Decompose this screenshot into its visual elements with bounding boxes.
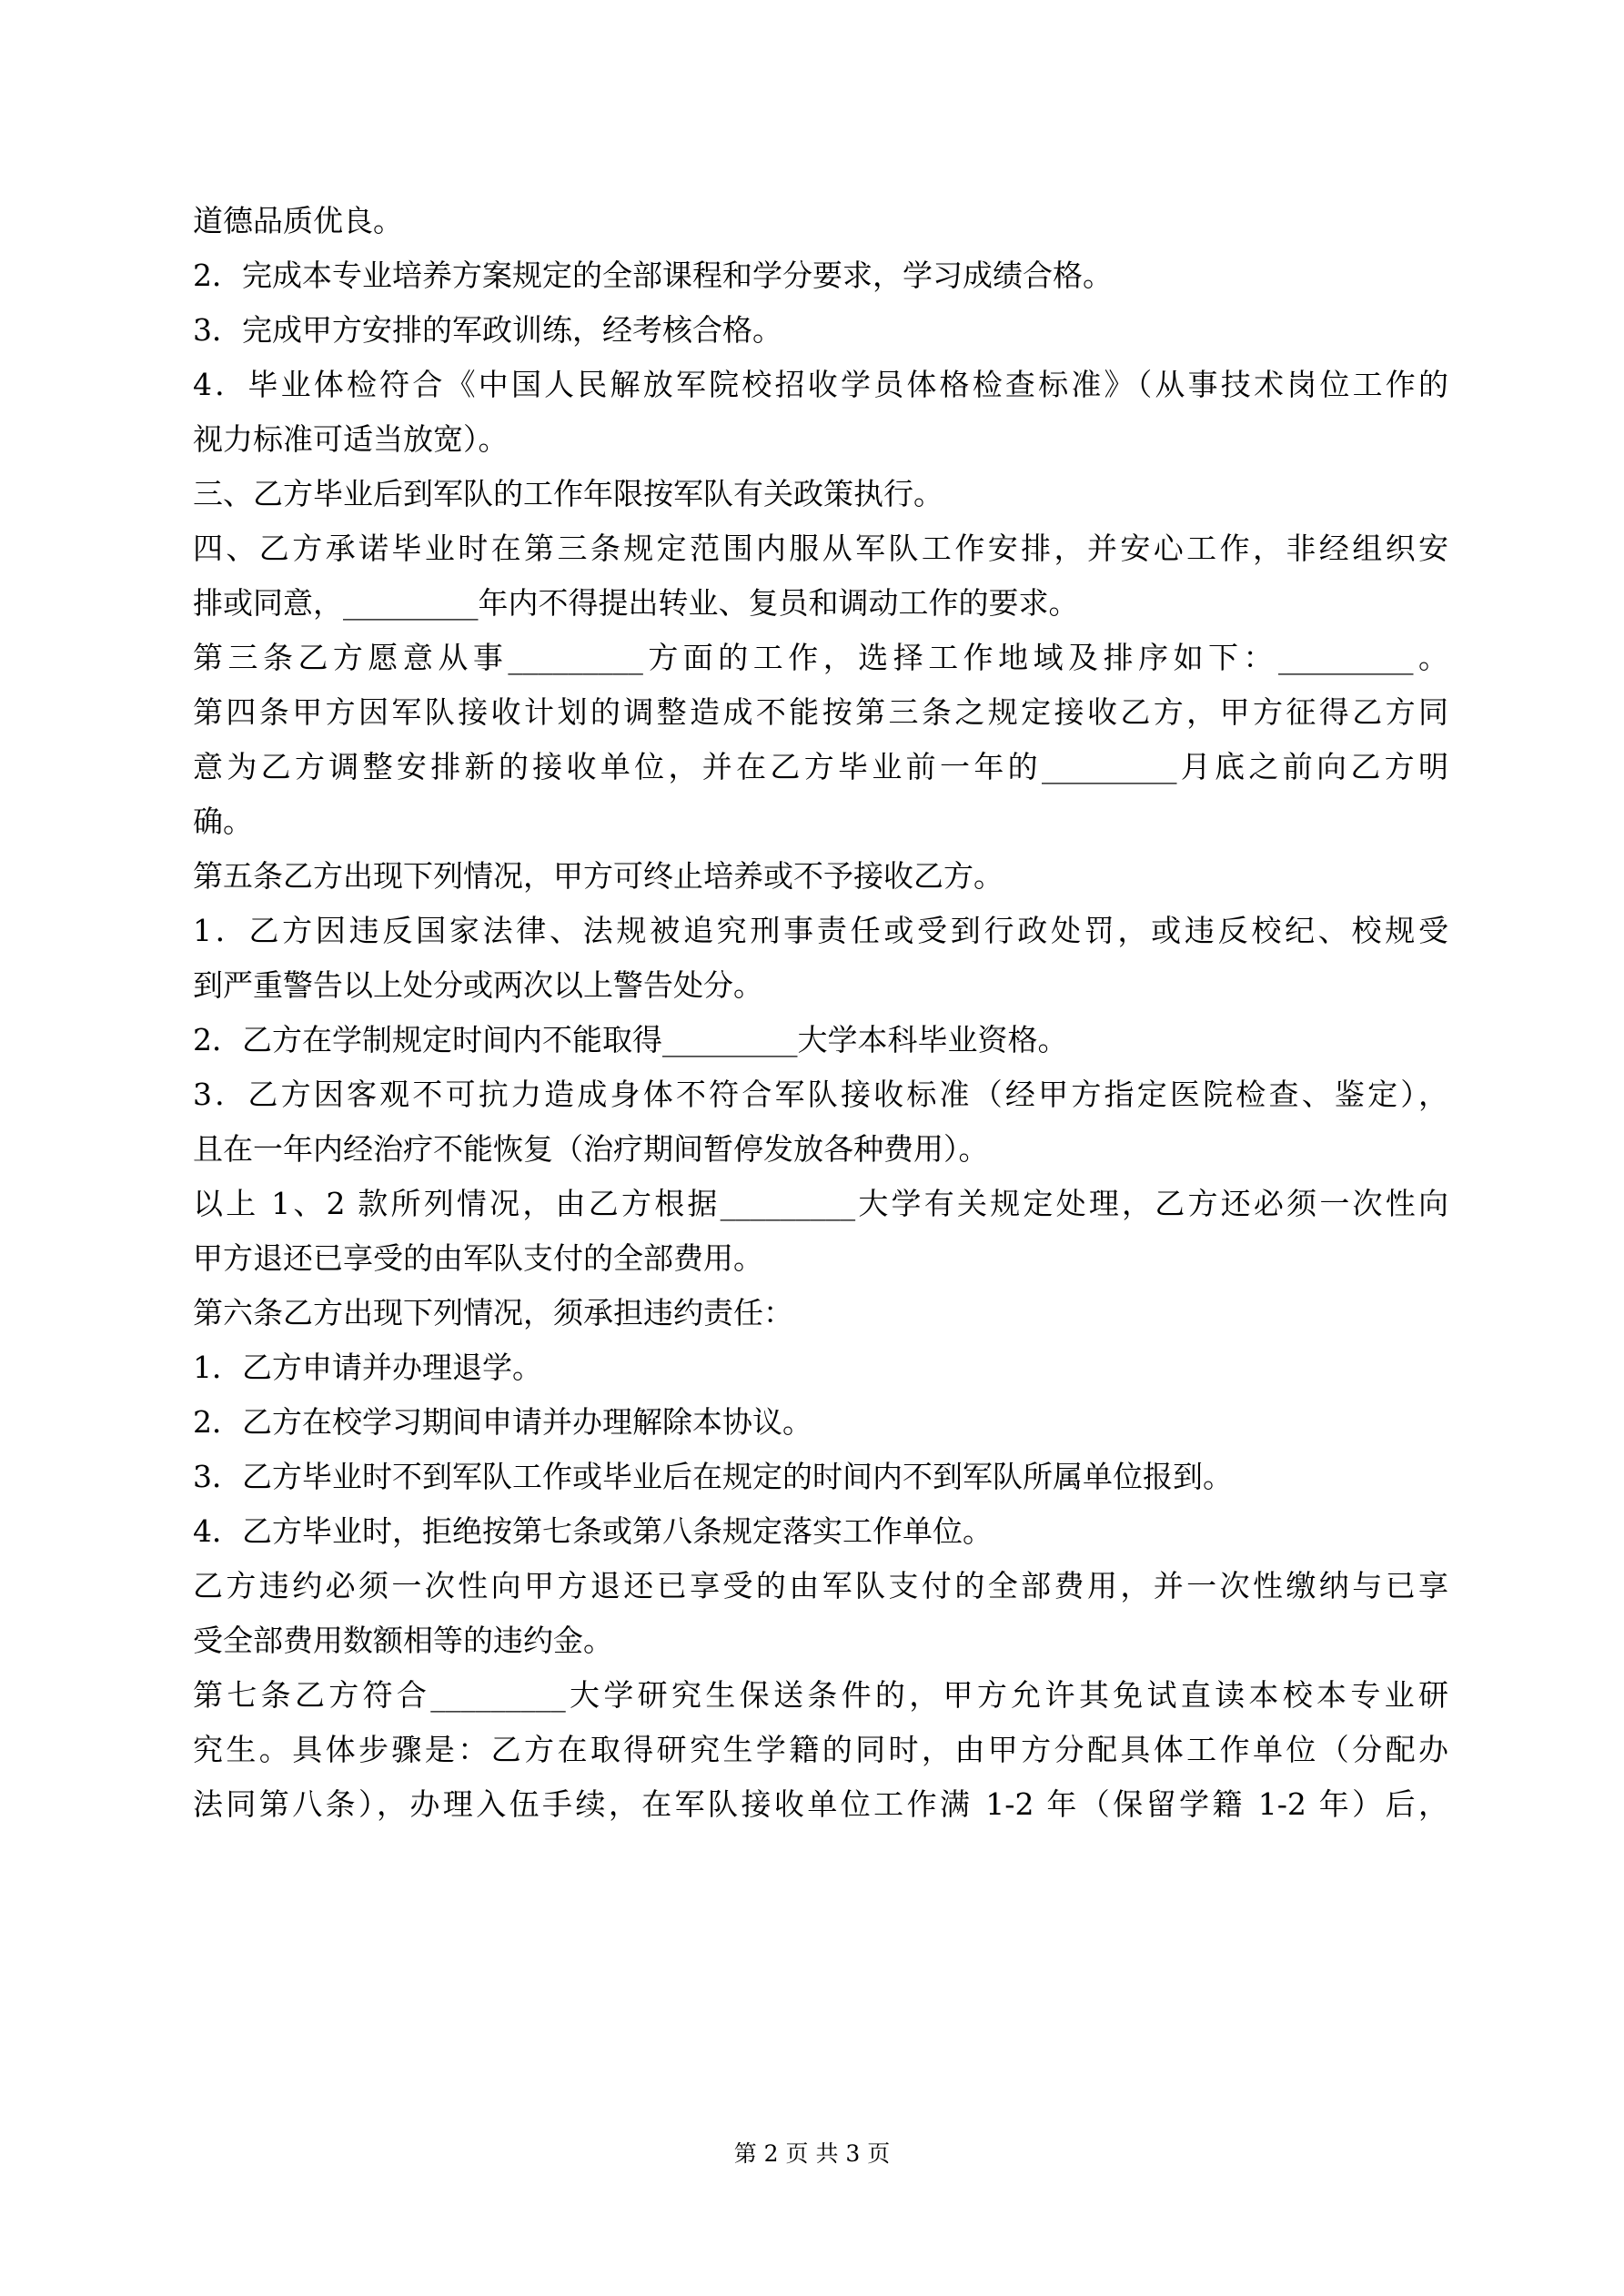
text-line: 以上 1、2 款所列情况，由乙方根据_________大学有关规定处理，乙方还必须一次性向	[193, 1186, 1448, 1221]
text-line: 2．完成本专业培养方案规定的全部课程和学分要求，学习成绩合格。	[193, 258, 1113, 293]
document-body	[193, 200, 1448, 1838]
text-line: 法同第八条），办理入伍手续，在军队接收单位工作满 1-2 年（保留学籍 1-2 年）后，	[193, 1786, 1448, 1822]
text-line: 3．乙方毕业时不到军队工作或毕业后在规定的时间内不到军队所属单位报到。	[193, 1459, 1233, 1494]
text-line: 1．乙方因违反国家法律、法规被追究刑事责任或受到行政处罚，或违反校纪、校规受	[193, 913, 1448, 948]
text-line: 究生。具体步骤是：乙方在取得研究生学籍的同时，由甲方分配具体工作单位（分配办	[193, 1732, 1448, 1767]
text-line: 第五条乙方出现下列情况，甲方可终止培养或不予接收乙方。	[193, 858, 1004, 894]
text-line: 四、乙方承诺毕业时在第三条规定范围内服从军队工作安排，并安心工作，非经组织安	[193, 531, 1448, 566]
text-line: 确。	[193, 804, 253, 839]
text-line: 排或同意，_________年内不得提出转业、复员和调动工作的要求。	[193, 585, 1079, 621]
text-line: 三、乙方毕业后到军队的工作年限按军队有关政策执行。	[193, 476, 943, 511]
text-line: 第七条乙方符合_________大学研究生保送条件的，甲方允许其免试直读本校本专业研	[193, 1677, 1448, 1713]
text-line: 3．完成甲方安排的军政训练，经考核合格。	[193, 312, 782, 348]
text-line: 视力标准可适当放宽）。	[193, 421, 509, 457]
text-line: 意为乙方调整安排新的接收单位，并在乙方毕业前一年的_________月底之前向乙方明	[193, 749, 1448, 784]
text-line: 3．乙方因客观不可抗力造成身体不符合军队接收标准（经甲方指定医院检查、鉴定），	[193, 1077, 1448, 1112]
page-number-footer: 第 2 页 共 3 页	[733, 2140, 891, 2167]
text-line: 4．毕业体检符合《中国人民解放军院校招收学员体格检查标准》（从事技术岗位工作的	[193, 367, 1448, 402]
text-line: 第三条乙方愿意从事_________方面的工作，选择工作地域及排序如下：_________。	[193, 640, 1448, 675]
text-line: 第六条乙方出现下列情况，须承担违约责任：	[193, 1295, 793, 1330]
text-line: 道德品质优良。	[193, 203, 403, 238]
text-line: 2．乙方在校学习期间申请并办理解除本协议。	[193, 1404, 812, 1440]
text-line: 且在一年内经治疗不能恢复（治疗期间暂停发放各种费用）。	[193, 1131, 989, 1167]
text-line: 2．乙方在学制规定时间内不能取得_________大学本科毕业资格。	[193, 1022, 1068, 1057]
text-line: 到严重警告以上处分或两次以上警告处分。	[193, 967, 763, 1003]
text-line: 4．乙方毕业时，拒绝按第七条或第八条规定落实工作单位。	[193, 1513, 993, 1549]
text-line: 受全部费用数额相等的违约金。	[193, 1623, 613, 1658]
text-line: 乙方违约必须一次性向甲方退还已享受的由军队支付的全部费用，并一次性缴纳与已享	[193, 1568, 1448, 1603]
text-line: 甲方退还已享受的由军队支付的全部费用。	[193, 1240, 763, 1276]
text-line: 第四条甲方因军队接收计划的调整造成不能按第三条之规定接收乙方，甲方征得乙方同	[193, 694, 1448, 730]
text-line: 1．乙方申请并办理退学。	[193, 1350, 542, 1385]
